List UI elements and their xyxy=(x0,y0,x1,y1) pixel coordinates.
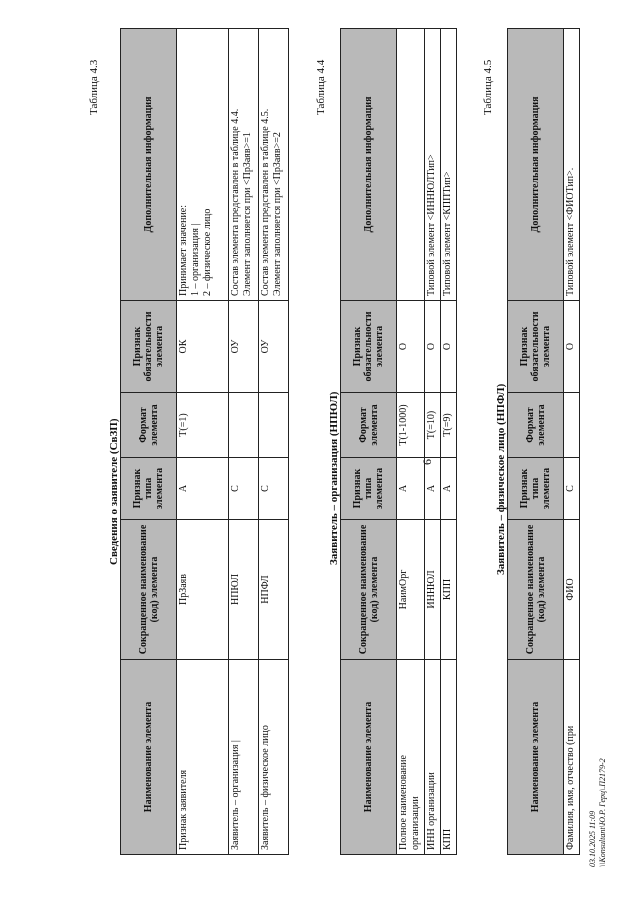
cell-extra-info: Типовой элемент <ФИОТип>. xyxy=(564,29,580,301)
header-short-name: Сокращенное наименование (код) элемента xyxy=(341,520,397,660)
header-format: Формат элемента xyxy=(508,393,564,458)
table-4-3-label: Таблица 4.3 xyxy=(88,59,100,115)
header-name: Наименование элемента xyxy=(341,660,397,855)
table-4-5-label: Таблица 4.5 xyxy=(482,59,494,115)
cell-type: А xyxy=(177,458,229,520)
table-4-4 xyxy=(340,28,457,855)
header-type: Признак типа элемента xyxy=(121,458,177,520)
cell-format: Т(=9) xyxy=(441,393,457,458)
header-extra-info: Дополнительная информация xyxy=(121,29,177,301)
cell-short-name: КПП xyxy=(441,520,457,660)
footer-stamp: 03.10.2025 11:09 \\Konsultant\Ю.Р. Герц\.П2179-2 xyxy=(588,758,607,867)
page-number: 6 xyxy=(420,459,434,465)
cell-name: Фамилия, имя, отчество (при xyxy=(564,660,580,855)
table-row xyxy=(441,29,457,855)
cell-obligation: ОК xyxy=(177,301,229,393)
cell-short-name: ФИО xyxy=(564,520,580,660)
cell-format: Т(=10) xyxy=(425,393,441,458)
cell-short-name: НПЮЛ xyxy=(229,520,259,660)
header-format: Формат элемента xyxy=(121,393,177,458)
header-obligation: Признак обязательности элемента xyxy=(341,301,397,393)
table-4-4-title: Заявитель – организация (НПЮЛ) xyxy=(328,391,340,565)
header-type: Признак типа элемента xyxy=(508,458,564,520)
header-short-name: Сокращенное наименование (код) элемента xyxy=(121,520,177,660)
cell-obligation: ОУ xyxy=(259,301,289,393)
header-format: Формат элемента xyxy=(341,393,397,458)
table-4-4-label: Таблица 4.4 xyxy=(315,59,327,115)
cell-extra-info: Состав элемента представлен в таблице 4.4. Элемент заполняется при <ПрЗаяв>=1 xyxy=(229,29,259,301)
table-4-3-title: Сведения о заявителе (СвЗП) xyxy=(108,418,120,565)
header-extra-info: Дополнительная информация xyxy=(341,29,397,301)
cell-format: Т(=1) xyxy=(177,393,229,458)
cell-extra-info: Принимает значение: 1 – организация | 2 – физическое лицо xyxy=(177,29,229,301)
table-row xyxy=(229,29,259,855)
cell-obligation: О xyxy=(425,301,441,393)
cell-short-name: ИННЮЛ xyxy=(425,520,441,660)
header-obligation: Признак обязательности элемента xyxy=(508,301,564,393)
cell-type: А xyxy=(425,458,441,520)
cell-obligation: О xyxy=(397,301,425,393)
cell-extra-info: Состав элемента представлен в таблице 4.5. Элемент заполняется при <ПрЗаяв>=2 xyxy=(259,29,289,301)
table-4-5 xyxy=(507,28,580,855)
table-row xyxy=(425,29,441,855)
cell-name: КПП xyxy=(441,660,457,855)
cell-name: Признак заявителя xyxy=(177,660,229,855)
cell-format: Т(1-1000) xyxy=(397,393,425,458)
cell-name: ИНН организации xyxy=(425,660,441,855)
header-name: Наименование элемента xyxy=(121,660,177,855)
cell-name: Полное наименование организации xyxy=(397,660,425,855)
table-row xyxy=(564,29,580,855)
cell-type: А xyxy=(441,458,457,520)
cell-short-name: НПФЛ xyxy=(259,520,289,660)
table-row xyxy=(259,29,289,855)
cell-format xyxy=(229,393,259,458)
cell-short-name: НаимОрг xyxy=(397,520,425,660)
cell-extra-info: Типовой элемент <ИННЮЛТип> xyxy=(425,29,441,301)
table-row xyxy=(397,29,425,855)
cell-format xyxy=(259,393,289,458)
cell-obligation: О xyxy=(564,301,580,393)
cell-extra-info xyxy=(397,29,425,301)
cell-obligation: ОУ xyxy=(229,301,259,393)
cell-type: С xyxy=(564,458,580,520)
cell-type: А xyxy=(397,458,425,520)
cell-name: Заявитель – физическое лицо xyxy=(259,660,289,855)
table-4-3 xyxy=(120,28,289,855)
cell-obligation: О xyxy=(441,301,457,393)
cell-short-name: ПрЗаяв xyxy=(177,520,229,660)
header-obligation: Признак обязательности элемента xyxy=(121,301,177,393)
cell-extra-info: Типовой элемент <КППТип> xyxy=(441,29,457,301)
header-name: Наименование элемента xyxy=(508,660,564,855)
cell-format xyxy=(564,393,580,458)
table-row xyxy=(177,29,229,855)
cell-name: Заявитель – организация | xyxy=(229,660,259,855)
table-4-5-title: Заявитель – физическое лицо (НПФЛ) xyxy=(495,383,507,575)
cell-type: С xyxy=(259,458,289,520)
header-type: Признак типа элемента xyxy=(341,458,397,520)
header-extra-info: Дополнительная информация xyxy=(508,29,564,301)
cell-type: С xyxy=(229,458,259,520)
header-short-name: Сокращенное наименование (код) элемента xyxy=(508,520,564,660)
